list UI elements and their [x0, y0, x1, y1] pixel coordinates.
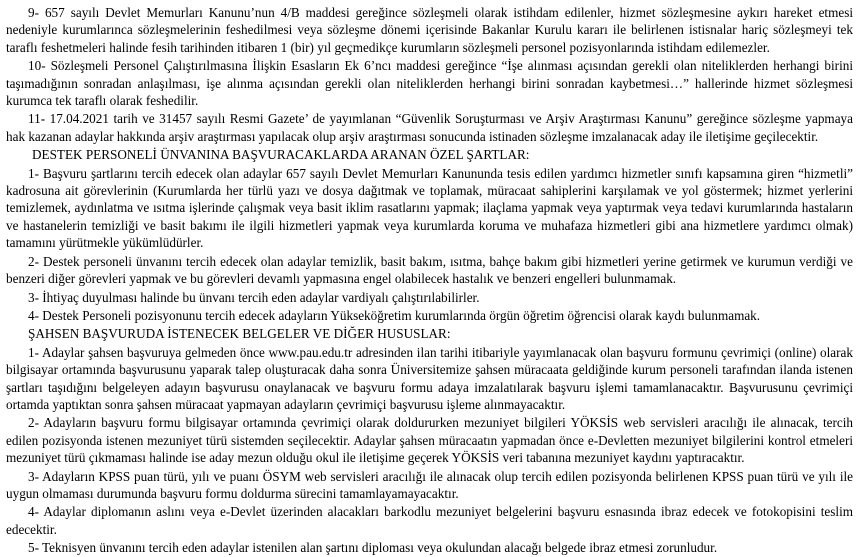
- paragraph-destek-3: 3- İhtiyaç duyulması halinde bu ünvanı tercih eden adaylar vardiyalı çalıştırılabilirler.: [28, 289, 480, 305]
- paragraph-belge-2: 2- Adayların başvuru formu bilgisayar ortamında çevrimiçi olarak doldururken mezuniyet bilgileri YÖKSİS web servisleri aracılığı ile alınacak, tercih edilen pozisyonda istenen mezuniyet türü sistemden seçilecektir. Adaylar şahsen müracaatın yapmadan önce e-Devletten mezuniyet bilgilerini kontrol etmeleri mezuniyet türü çıkmaması halinde ise aday mezun olduğu okul ile iletişime geçerek YÖKSİS veri tabanına mezuniyet kaydını yaptıracaktır.: [6, 415, 853, 466]
- paragraph-10: 10- Sözleşmeli Personel Çalıştırılmasına İlişkin Esasların Ek 6’ncı maddesi gereğince “İşe alınması açısından gerekli olan niteliklerden herhangi birini taşımadığının sonradan anlaşılması, işe alınma açısından gerekli olan niteliklerden herhangi birini sonradan kaybetmesi…” hallerinde hizmet sözleşmesi kurumca tek taraflı olarak feshedilir.: [6, 58, 853, 109]
- paragraph-belge-4: 4- Adaylar diplomanın aslını veya e-Devlet üzerinden alacakları barkodlu mezuniyet belgelerini başvuru esnasında ibraz edecek ve fotokopisini teslim edecektir.: [6, 504, 853, 537]
- paragraph-belge-5: 5- Teknisyen ünvanını tercih eden adaylar istenilen alan şartını diploması veya okulundan alacağı belgede ibraz etmesi zorunludur.: [28, 540, 718, 556]
- paragraph-belge-3: 3- Adayların KPSS puan türü, yılı ve puanı ÖSYM web servisleri aracılığı ile alınacak olup tercih edilen pozisyonda belirlenen KPSS puan türü ve yılı ile uygun olmaması durumunda başvuru formu doldurma sürecini tamamlayamayacaktır.: [6, 468, 853, 501]
- section-heading-sahsen-basvuru: ŞAHSEN BAŞVURUDA İSTENECEK BELGELER VE DİĞER HUSUSLAR:: [28, 326, 451, 342]
- paragraph-destek-1: 1- Başvuru şartlarını tercih edecek olan adaylar 657 sayılı Devlet Memurları Kanununda tesis edilen yardımcı hizmetler sınıfı kapsamına giren “hizmetli” kadrosuna ait görevlerinin (Kurumlarda her türlü yazı ve dosya dağıtmak ve toplamak, müracaat sahiplerini karşılamak ve yol göstermek; hizmet yerlerini temizlemek, aydınlatma ve ısıtma işlerinde çalışmak veya basit iklim rasatlarını yapmak; ilaçlama yapmak veya yaptırmak veya tedavi kurumlarında hastaların ve hastanelerin temizliği ve basit bakımı ile ilgili hizmetleri yapmak veya kurumlarda koruma ve muhafaza hizmetleri gibi ana hizmetlere yardımcı olmak) tamamını yürütmekle yükümlüdürler.: [6, 165, 853, 251]
- paragraph-destek-4: 4- Destek Personeli pozisyonunu tercih edecek adayların Yükseköğretim kurumlarında örgün öğretim öğrencisi olarak kaydı bulunmamak.: [28, 307, 761, 323]
- paragraph-11: 11- 17.04.2021 tarih ve 31457 sayılı Resmi Gazete’ de yayımlanan “Güvenlik Soruşturması ve Arşiv Araştırması Kanunu” gereğince sözleşme yapmaya hak kazanan adaylar hakkında arşiv araştırması yapılacak olup arşiv araştırması sonucunda istinaden sözleşme imzalanacak aday ile iletişime geçilecektir.: [6, 111, 853, 144]
- paragraph-9: 9- 657 sayılı Devlet Memurları Kanunu’nun 4/B maddesi gereğince sözleşmeli olarak istihdam edilenler, hizmet sözleşmesine aykırı hareket etmesi nedeniyle kurumlarınca sözleşmelerinin feshedilmesi veya sözleşme dönemi içerisinde Bakanlar Kurulu kararı ile belirlenen istisnalar hariç sözleşmeyi tek taraflı feshetmeleri halinde fesih tarihinden itibaren 1 (bir) yıl geçmedikçe kurumların sözleşmeli personel pozisyonlarında istihdam edilemezler.: [6, 5, 853, 55]
- paragraph-belge-1: 1- Adaylar şahsen başvuruya gelmeden önce www.pau.edu.tr adresinden ilan tarihi itibariyle yayımlanacak olan başvuru formunu çevrimiçi (online) olarak bilgisayar ortamında başvurusunu yaparak talep oluşturacak daha sonra Üniversitemize şahsen müracaata geldiğinde kurum personeli tarafından ilanda istenen şartları taşıdığını belgeleyen adayın başvurusu onaylanacak ve başvuru formu adaya imzalatılarak başvuru işlemi tamamlanacaktır. Başvurusunu çevrimiçi ortamda yaptıktan sonra şahsen müracaat yapmayan adayların çevrimiçi başvurusu işleme alınmayacaktır.: [6, 344, 853, 412]
- section-heading-destek-personeli: DESTEK PERSONELİ ÜNVANINA BAŞVURACAKLARDA ARANAN ÖZEL ŞARTLAR:: [32, 147, 530, 163]
- paragraph-destek-2: 2- Destek personeli ünvanını tercih edecek olan adaylar temizlik, basit bakım, ısıtma, bahçe bakım gibi hizmetleri yerine getirmek ve kurumun verdiği ve benzeri diğer görevleri yapmak ve bu görevleri devamlı yapmasına engel olabilecek hastalık ve benzeri engelleri bulunmamak.: [6, 253, 853, 287]
